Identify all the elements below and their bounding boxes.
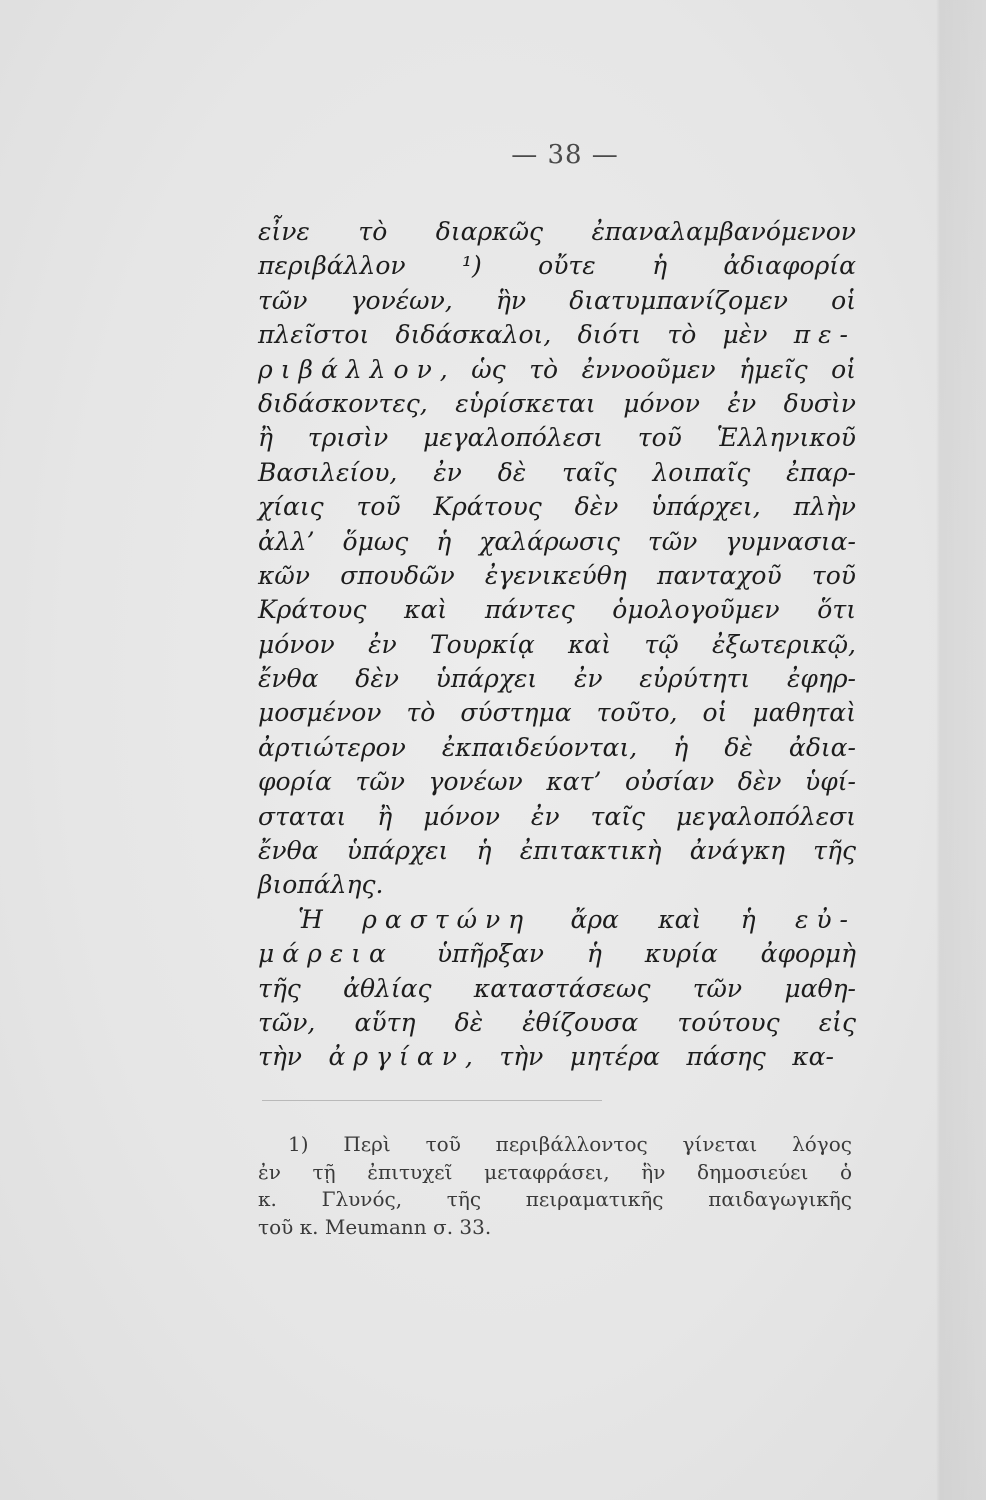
- body-line-21: [258, 903, 856, 937]
- body-line-25: [258, 1040, 856, 1074]
- body-line-11: κῶν σπουδῶν ἐγενικεύθη πανταχοῦ τοῦ: [258, 560, 856, 590]
- footnote-line-3: κ. Γλυνός, τῆς πειραματικῆς παιδαγωγικῆς: [258, 1187, 852, 1212]
- body-line-6: διδάσκοντες, εὑρίσκεται μόνον ἐν δυσὶν: [258, 388, 856, 418]
- body-line-3: τῶν γονέων, ἣν διατυμπανίζομεν οἱ: [258, 285, 856, 315]
- footnote: [258, 1131, 852, 1242]
- body-line-23: τῆς ἀθλίας καταστάσεως τῶν μαθη-: [258, 973, 856, 1003]
- body-line-12: Κράτους καὶ πάντες ὁμολογοῦμεν ὅτι: [258, 595, 856, 625]
- line-text: Ἡ: [298, 904, 363, 934]
- line-text: πλεῖστοι διδάσκαλοι, διότι τὸ μὲν: [258, 320, 794, 350]
- line-text: τὴν: [258, 1042, 329, 1072]
- body-line-7: ἢ τρισὶν μεγαλοπόλεσι τοῦ Ἑλληνικοῦ: [258, 423, 856, 453]
- body-line-8: Βασιλείου, ἐν δὲ ταῖς λοιπαῖς ἐπαρ-: [258, 457, 856, 487]
- body-line-14: ἔνθα δὲν ὑπάρχει ἐν εὐρύτητι ἐφηρ-: [258, 664, 856, 694]
- footnote-divider: [262, 1100, 602, 1101]
- body-line-9: χίαις τοῦ Κράτους δὲν ὑπάρχει, πλὴν: [258, 492, 856, 522]
- emphasized-word: πε-: [793, 320, 856, 350]
- emphasized-word: ἀργίαν: [328, 1042, 465, 1072]
- body-line-22: [258, 937, 856, 971]
- footnote-line-2: ἐν τῇ ἐπιτυχεῖ μεταφράσει, ἣν δημοσιεύει ὁ: [258, 1159, 852, 1184]
- page-number: — 38 —: [511, 140, 619, 170]
- body-line-17: φορία τῶν γονέων κατ’ οὐσίαν δὲν ὑφί-: [258, 767, 856, 797]
- body-line-16: ἀρτιώτερον ἐκπαιδεύονται, ἡ δὲ ἀδια-: [258, 732, 856, 762]
- line-text: , τὴν μητέρα πάσης κα-: [464, 1042, 835, 1072]
- body-line-18: σταται ἢ μόνον ἐν ταῖς μεγαλοπόλεσι: [258, 801, 856, 831]
- footnote-line-4: τοῦ κ. Meumann σ. 33.: [258, 1215, 492, 1240]
- body-line-2: περιβάλλον ¹) οὔτε ἡ ἀδιαφορία: [258, 251, 856, 281]
- body-line-5: [258, 353, 856, 387]
- body-line-4: [258, 318, 856, 352]
- body-line-1: εἶνε τὸ διαρκῶς ἐπαναλαμβανόμενον: [258, 217, 856, 246]
- emphasized-word: εὐ-: [794, 904, 856, 934]
- footnote-line-1: 1) Περὶ τοῦ περιβάλλοντος γίνεται λόγος: [288, 1132, 852, 1156]
- line-text: ἄρα καὶ ἡ: [531, 904, 795, 934]
- page-edge-shadow: [936, 0, 986, 1500]
- body-line-10: ἀλλ’ ὅμως ἡ χαλάρωσις τῶν γυμνασια-: [258, 526, 856, 556]
- emphasized-word: ριβάλλον: [258, 354, 440, 384]
- body-text: [258, 215, 856, 1075]
- body-line-19: ἔνθα ὑπάρχει ἡ ἐπιτακτικὴ ἀνάγκη τῆς: [258, 836, 856, 866]
- emphasized-word: μάρεια: [258, 939, 394, 969]
- body-line-24: τῶν, αὕτη δὲ ἐθίζουσα τούτους εἰς: [258, 1007, 856, 1037]
- line-text: , ὡς τὸ ἐννοοῦμεν ἡμεῖς οἱ: [439, 354, 856, 384]
- emphasized-word: ραστώνη: [362, 904, 532, 934]
- body-line-13: μόνον ἐν Τουρκίᾳ καὶ τῷ ἐξωτερικῷ,: [258, 629, 856, 659]
- body-line-15: μοσμένον τὸ σύστημα τοῦτο, οἱ μαθηταὶ: [258, 698, 856, 728]
- line-text: ὑπῆρξαν ἡ κυρία ἀφορμὴ: [393, 939, 856, 969]
- body-line-20: βιοπάλης.: [258, 870, 384, 900]
